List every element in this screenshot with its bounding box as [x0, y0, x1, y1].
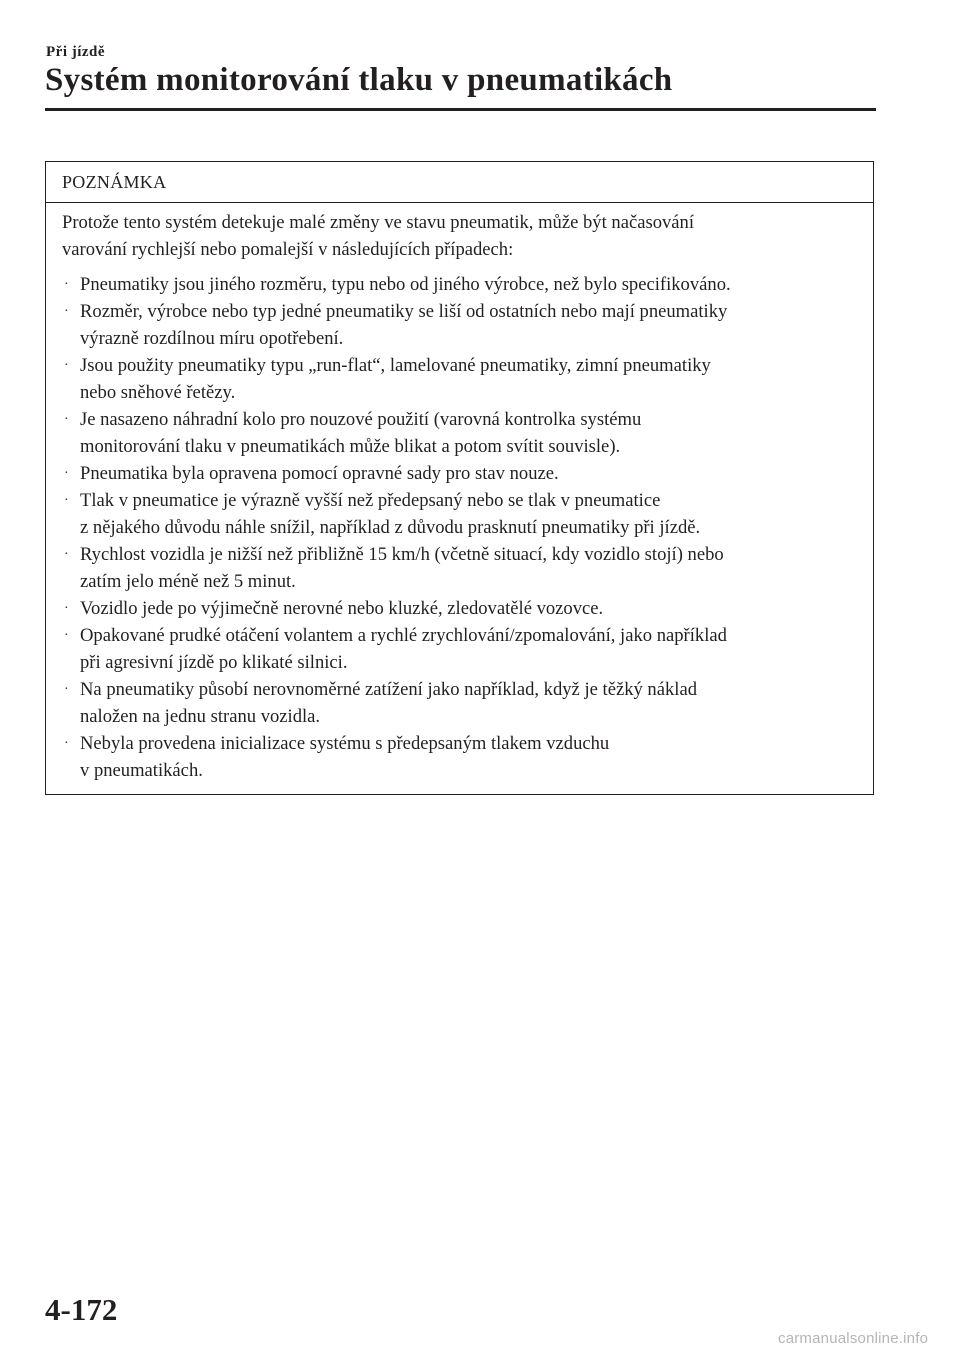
list-item-text: Pneumatiky jsou jiného rozměru, typu nebo od jiného výrobce, než bylo specifikováno. [80, 274, 731, 295]
note-box [45, 161, 874, 795]
bullet-icon: · [64, 628, 69, 643]
list-item [62, 487, 857, 541]
list-item [62, 595, 857, 622]
bullet-icon: · [64, 682, 69, 697]
page-title: Systém monitorování tlaku v pneumatikách [45, 62, 673, 98]
list-item-text: Pneumatika byla opravena pomocí opravné sady pro stav nouze. [80, 463, 559, 484]
list-item-text: Je nasazeno náhradní kolo pro nouzové použití (varovná kontrolka systému monitorování tlaku v pneumatikách může blikat a potom svítit souvisle). [80, 409, 642, 457]
list-item-text: Rychlost vozidla je nižší než přibližně 15 km/h (včetně situací, kdy vozidlo stojí) nebo zatím jelo méně než 5 minut. [80, 544, 724, 592]
heading-rule [45, 108, 876, 111]
section-label: Při jízdě [46, 44, 106, 60]
list-item-text: Vozidlo jede po výjimečně nerovné nebo kluzké, zledovatělé vozovce. [80, 598, 604, 619]
bullet-icon: · [64, 601, 69, 616]
list-item [62, 352, 857, 406]
bullet-icon: · [64, 277, 69, 292]
list-item [62, 541, 857, 595]
bullet-icon: · [64, 466, 69, 481]
note-list [62, 271, 857, 784]
note-heading: POZNÁMKA [46, 162, 873, 203]
list-item [62, 676, 857, 730]
watermark: carmanualsonline.info [778, 1330, 929, 1347]
bullet-icon: · [64, 304, 69, 319]
bullet-icon: · [64, 547, 69, 562]
list-item [62, 271, 857, 298]
bullet-icon: · [64, 493, 69, 508]
list-item [62, 460, 857, 487]
list-item-text: Rozměr, výrobce nebo typ jedné pneumatiky se liší od ostatních nebo mají pneumatiky výrazně rozdílnou míru opotřebení. [80, 301, 728, 349]
note-body [46, 203, 873, 794]
bullet-icon: · [64, 358, 69, 373]
list-item-text: Tlak v pneumatice je výrazně vyšší než předepsaný nebo se tlak v pneumatice z nějakého důvodu náhle snížil, například z důvodu prasknutí pneumatiky při jízdě. [80, 490, 701, 538]
note-intro: Protože tento systém detekuje malé změny ve stavu pneumatik, může být načasování varování rychlejší nebo pomalejší v následujících případech: [62, 212, 694, 260]
page-number: 4-172 [45, 1292, 118, 1327]
list-item-text: Jsou použity pneumatiky typu „run-flat“, lamelované pneumatiky, zimní pneumatiky nebo sněhové řetězy. [80, 355, 711, 403]
list-item [62, 622, 857, 676]
list-item-text: Nebyla provedena inicializace systému s předepsaným tlakem vzduchu v pneumatikách. [80, 733, 610, 781]
bullet-icon: · [64, 412, 69, 427]
list-item-text: Opakované prudké otáčení volantem a rychlé zrychlování/zpomalování, jako například při agresivní jízdě po klikaté silnici. [80, 625, 727, 673]
list-item-text: Na pneumatiky působí nerovnoměrné zatížení jako například, když je těžký náklad naložen na jednu stranu vozidla. [80, 679, 697, 727]
list-item [62, 730, 857, 784]
list-item [62, 298, 857, 352]
bullet-icon: · [64, 736, 69, 751]
list-item [62, 406, 857, 460]
